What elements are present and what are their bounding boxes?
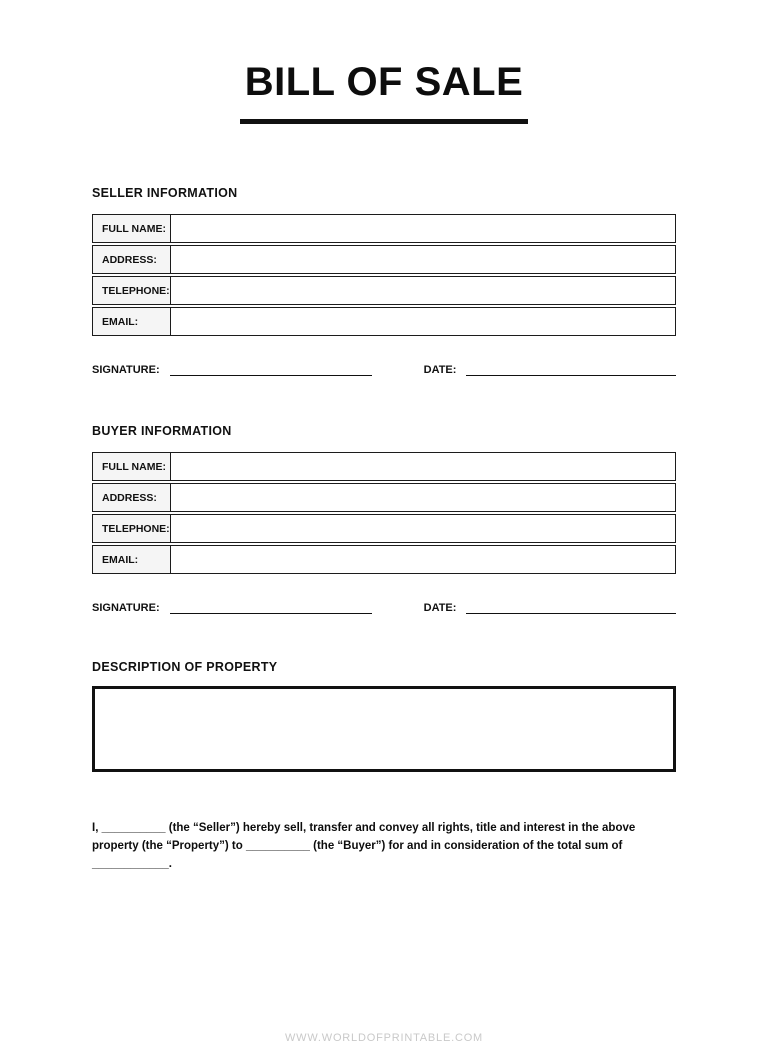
buyer-date-label: DATE: xyxy=(423,602,457,614)
table-row xyxy=(92,483,676,512)
buyer-signature-line[interactable] xyxy=(170,600,372,614)
table-row xyxy=(92,307,676,336)
buyer-telephone-field[interactable] xyxy=(171,515,675,542)
seller-address-label: ADDRESS: xyxy=(93,246,171,273)
buyer-signature-row xyxy=(92,600,676,614)
buyer-full-name-label: FULL NAME: xyxy=(93,453,171,480)
buyer-address-label: ADDRESS: xyxy=(93,484,171,511)
title-underline xyxy=(240,119,528,124)
buyer-full-name-field[interactable] xyxy=(171,453,675,480)
seller-telephone-field[interactable] xyxy=(171,277,675,304)
seller-info-table xyxy=(92,214,676,336)
table-row xyxy=(92,245,676,274)
property-section-heading: DESCRIPTION OF PROPERTY xyxy=(92,660,278,674)
buyer-date-line[interactable] xyxy=(466,600,676,614)
bill-of-sale-form xyxy=(0,60,768,873)
seller-telephone-label: TELEPHONE: xyxy=(93,277,171,304)
footer-watermark: WWW.WORLDOFPRINTABLE.COM xyxy=(284,1032,484,1044)
buyer-signature-label: SIGNATURE: xyxy=(92,602,160,614)
seller-email-label: EMAIL: xyxy=(93,308,171,335)
declaration-text: I, __________ (the “Seller”) hereby sell, transfer and convey all rights, title and interest in the above property (the “Property”) to __________ (the “Buyer”) for and in consideration of the total sum of ____________. xyxy=(92,822,636,870)
seller-full-name-field[interactable] xyxy=(171,215,675,242)
table-row xyxy=(92,514,676,543)
buyer-info-table xyxy=(92,452,676,574)
buyer-section-heading: BUYER INFORMATION xyxy=(92,424,232,438)
seller-section-heading: SELLER INFORMATION xyxy=(92,186,238,200)
table-row xyxy=(92,545,676,574)
buyer-email-field[interactable] xyxy=(171,546,675,573)
buyer-address-field[interactable] xyxy=(171,484,675,511)
property-description-field[interactable] xyxy=(92,686,676,772)
seller-signature-label: SIGNATURE: xyxy=(92,364,160,376)
seller-full-name-label: FULL NAME: xyxy=(93,215,171,242)
seller-signature-line[interactable] xyxy=(170,362,372,376)
table-row xyxy=(92,214,676,243)
seller-signature-row xyxy=(92,362,676,376)
seller-address-field[interactable] xyxy=(171,246,675,273)
table-row xyxy=(92,452,676,481)
seller-date-line[interactable] xyxy=(466,362,676,376)
page-title: BILL OF SALE xyxy=(244,60,524,104)
buyer-telephone-label: TELEPHONE: xyxy=(93,515,171,542)
buyer-email-label: EMAIL: xyxy=(93,546,171,573)
seller-date-label: DATE: xyxy=(423,364,457,376)
seller-email-field[interactable] xyxy=(171,308,675,335)
table-row xyxy=(92,276,676,305)
